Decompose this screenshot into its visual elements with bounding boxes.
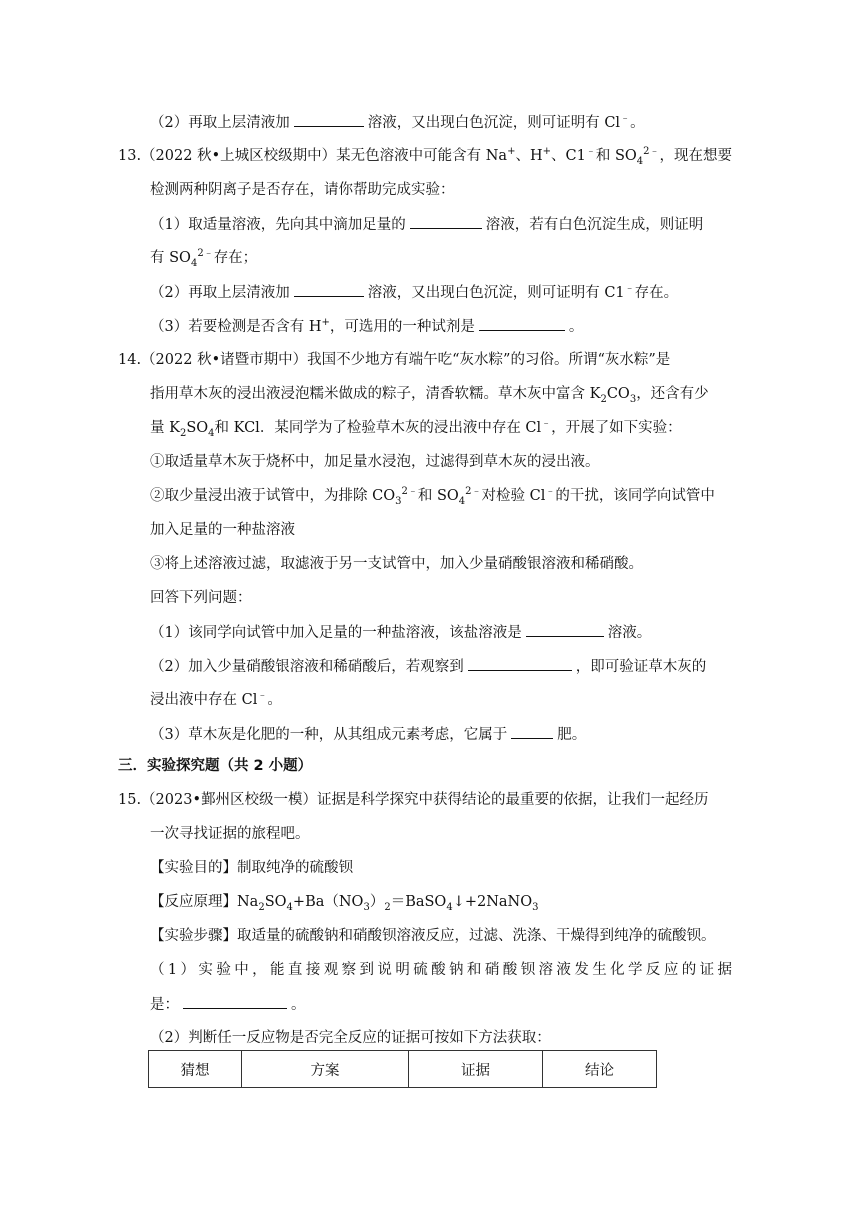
evidence-table xyxy=(148,1050,657,1088)
answer-blank[interactable] xyxy=(410,214,482,229)
q13-heading-cont: 检测两种阴离子是否存在，请你帮助完成实验： xyxy=(150,182,455,198)
q15-steps: 【实验步骤】取适量的硫酸钠和硝酸钡溶液反应，过滤、洗涤、干燥得到纯净的硫酸钡。 xyxy=(150,928,716,944)
q15-part1-cont: 是： 。 xyxy=(150,994,306,1015)
q13-heading: 13.（2022 秋•上城区校级期中）某无色溶液中可能含有 Na+、H+、C1﹣和 $SO_4^{2﹣}$，现在想要 xyxy=(118,146,733,167)
q15-heading: 15.（2023•鄞州区校级一模）证据是科学探究中获得结论的最重要的依据，让我们一起经历 xyxy=(118,792,709,808)
q14-part2: （2）加入少量硝酸银溶液和稀硝酸后，若观察到 ，即可验证草木灰的 xyxy=(150,656,706,677)
table-header-cell: 方案 xyxy=(242,1051,409,1088)
q13-part1: （1）取适量溶液，先向其中滴加足量的 溶液，若有白色沉淀生成，则证明 xyxy=(150,214,703,235)
q15-part1: （1）实验中，能直接观察到说明硫酸钠和硝酸钡溶液发生化学反应的证据 xyxy=(150,962,736,978)
q13-part1-cont: 有 $SO_4^{2﹣}$存在； xyxy=(150,248,258,269)
section-heading: 三．实验探究题（共 2 小题） xyxy=(118,758,313,774)
q14-part3: （3）草木灰是化肥的一种，从其组成元素考虑，它属于 肥。 xyxy=(150,724,586,745)
answer-blank[interactable] xyxy=(183,994,287,1009)
q15-aim: 【实验目的】制取纯净的硫酸钡 xyxy=(150,860,353,876)
q13-part3: （3）若要检测是否含有 H+，可选用的一种试剂是 。 xyxy=(150,317,584,335)
q12-part2: （2）再取上层清液加 溶液，又出现白色沉淀，则可证明有 Cl﹣。 xyxy=(150,113,645,131)
q14-step2-cont: 加入足量的一种盐溶液 xyxy=(150,522,295,538)
q14-step3: ③将上述溶液过滤，取滤液于另一支试管中，加入少量硝酸银溶液和稀硝酸。 xyxy=(150,556,643,572)
table-header-cell: 猜想 xyxy=(149,1051,242,1088)
table-header-cell: 结论 xyxy=(543,1051,657,1088)
answer-blank[interactable] xyxy=(294,282,364,297)
q15-principle: 【反应原理】$Na_2SO_4+Ba(NO_3)_2=BaSO_4↓+2NaNO_3$ xyxy=(150,894,539,913)
answer-blank[interactable] xyxy=(526,622,604,637)
table-header-cell: 证据 xyxy=(409,1051,543,1088)
q15-part2: （2）判断任一反应物是否完全反应的证据可按如下方法获取： xyxy=(150,1030,551,1046)
q14-line3: 量 $K_2SO_4$和 KCl．某同学为了检验草木灰的浸出液中存在 Cl﹣，开展了如下实验： xyxy=(150,418,682,439)
answer-blank[interactable] xyxy=(479,316,565,331)
q14-step1: ①取适量草木灰于烧杯中，加足量水浸泡，过滤得到草木灰的浸出液。 xyxy=(150,454,600,470)
answer-blank[interactable] xyxy=(468,656,572,671)
q14-heading: 14.（2022 秋•诸暨市期中）我国不少地方有端午吃“灰水粽”的习俗。所谓“灰水粽”是 xyxy=(118,352,671,368)
q13-part2: （2）再取上层清液加 溶液，又出现白色沉淀，则可证明有 C1﹣存在。 xyxy=(150,283,679,301)
answer-blank[interactable] xyxy=(511,724,553,739)
q14-line2: 指用草木灰的浸出液浸泡糯米做成的粽子，清香软糯。草木灰中富含 $K_2CO_3$，还含有少 xyxy=(150,386,709,405)
q14-ask: 回答下列问题： xyxy=(150,590,252,606)
answer-blank[interactable] xyxy=(294,112,364,127)
q14-part1: （1）该同学向试管中加入足量的一种盐溶液，该盐溶液是 溶液。 xyxy=(150,622,651,643)
table-header-row xyxy=(149,1051,657,1088)
q14-part2-cont: 浸出液中存在 Cl﹣。 xyxy=(150,690,282,708)
q14-step2: ②取少量浸出液于试管中，为排除 $CO_3^{2﹣}$和 $SO_4^{2﹣}$对检验 Cl﹣的干扰，该同学向试管中 xyxy=(150,486,715,507)
q15-heading-cont: 一次寻找证据的旅程吧。 xyxy=(150,826,310,842)
